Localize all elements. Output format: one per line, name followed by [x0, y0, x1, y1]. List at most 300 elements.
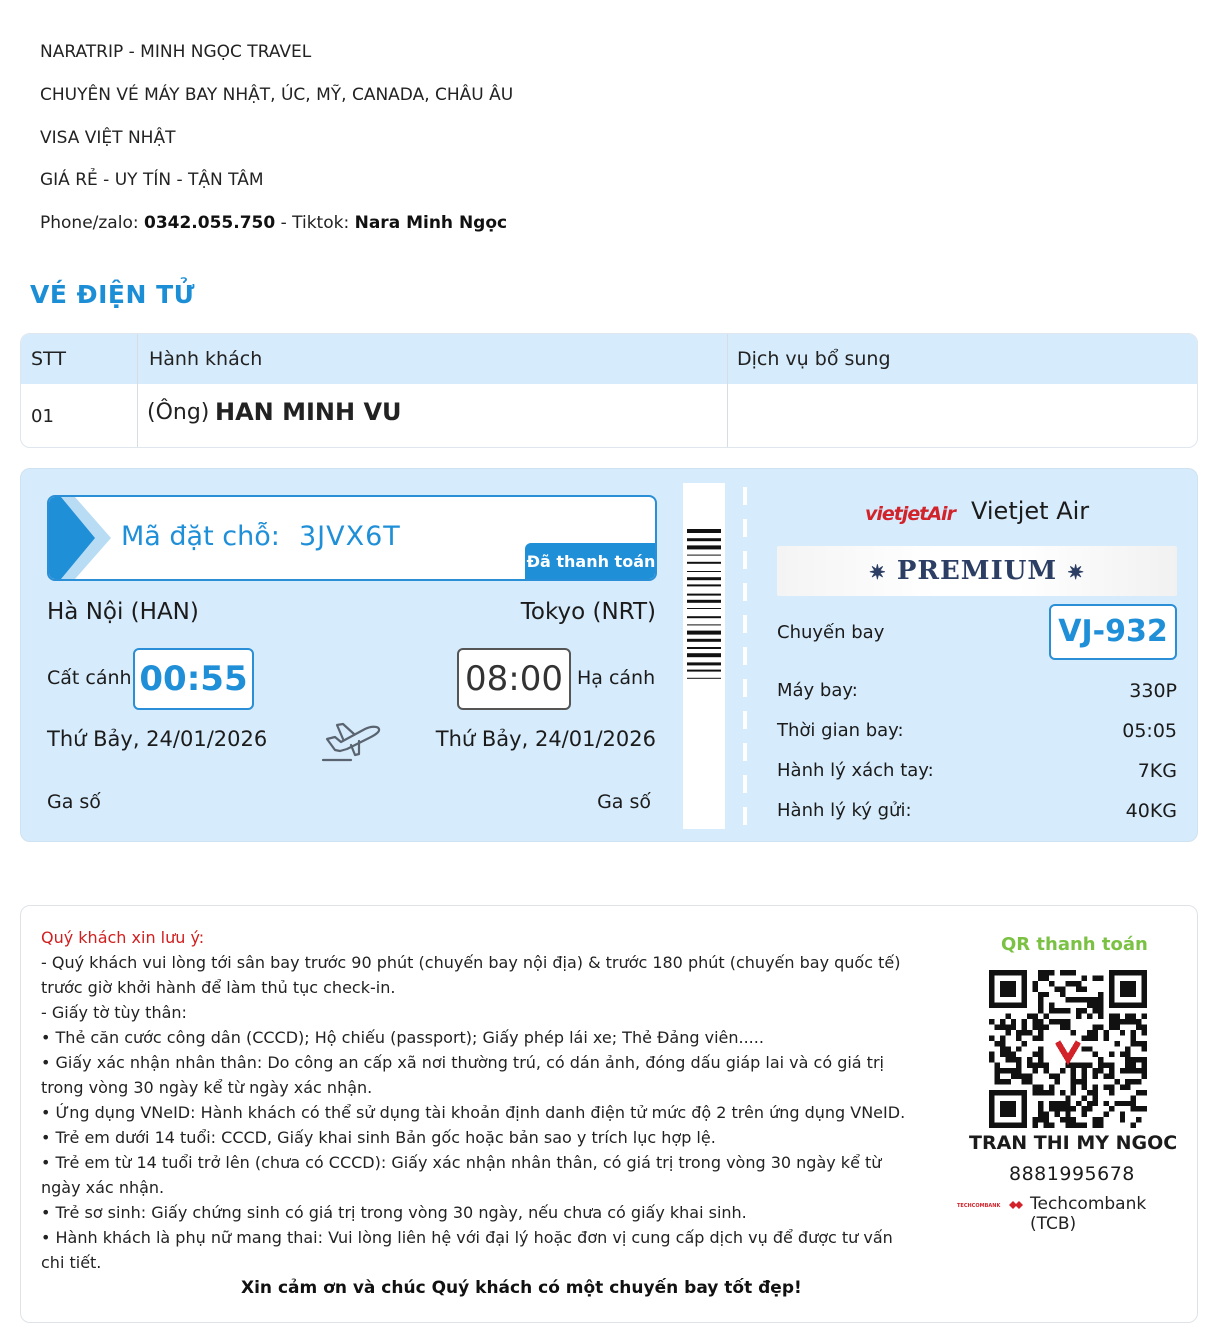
tiktok-handle[interactable]: Nara Minh Ngọc — [354, 213, 508, 233]
qr-module — [1082, 997, 1087, 1002]
qr-module — [1022, 1030, 1027, 1035]
qr-module — [994, 1041, 999, 1046]
qr-module — [1060, 970, 1065, 975]
arrival-time: 08:00 — [457, 648, 571, 710]
duration-label: Thời gian bay: — [777, 720, 904, 741]
qr-module — [994, 1024, 999, 1029]
qr-module — [1011, 1052, 1016, 1057]
svg-text:vietjetAir: vietjetAir — [865, 503, 955, 525]
qr-module — [1038, 1019, 1043, 1024]
qr-module — [1120, 1019, 1125, 1024]
qr-module — [1027, 1063, 1032, 1068]
qr-module — [1109, 1052, 1114, 1057]
thank-you-message: Xin cảm ơn và chúc Quý khách có một chuyến bay tốt đẹp! — [241, 1278, 802, 1298]
qr-module — [994, 1074, 999, 1079]
qr-module — [1109, 1074, 1114, 1079]
qr-module — [1043, 1014, 1048, 1019]
qr-module — [1071, 1063, 1076, 1068]
qr-module — [1038, 1106, 1043, 1111]
svg-text:TECHCOMBANK: TECHCOMBANK — [957, 1203, 1001, 1209]
qr-module — [1011, 1057, 1016, 1062]
departure-terminal-label: Ga số — [47, 791, 101, 813]
qr-module — [1000, 1079, 1005, 1084]
qr-module — [1120, 1112, 1125, 1117]
qr-module — [1136, 1041, 1141, 1046]
qr-module — [1038, 1003, 1043, 1008]
qr-module — [1109, 1024, 1114, 1029]
qr-module — [1114, 1014, 1119, 1019]
arrival-label: Hạ cánh — [577, 667, 656, 689]
qr-module — [1142, 1074, 1147, 1079]
qr-module — [1136, 1019, 1141, 1024]
qr-module — [1071, 970, 1076, 975]
checked-baggage-value: 40KG — [1125, 800, 1177, 822]
notes-line: • Trẻ em từ 14 tuổi trở lên (chưa có CCCD): Giấy xác nhận nhân thân, có giá trị trong vòng 30 ngày kể từ — [41, 1153, 882, 1172]
qr-module — [1005, 1024, 1010, 1029]
qr-module — [1005, 1046, 1010, 1051]
ticket-perforation — [743, 487, 747, 827]
qr-module — [1033, 986, 1038, 991]
qr-module — [1065, 1101, 1070, 1106]
qr-module — [1114, 1019, 1119, 1024]
qr-module — [1142, 1106, 1147, 1111]
qr-module — [1093, 1090, 1098, 1095]
qr-module — [1142, 1068, 1147, 1073]
payment-status-badge: Đã thanh toán — [525, 543, 657, 581]
barcode-bar — [687, 653, 721, 657]
qr-module — [994, 1068, 999, 1073]
qr-module — [1043, 992, 1048, 997]
barcode-bar — [687, 639, 721, 642]
booking-code-label: Mã đặt chỗ: — [121, 521, 280, 552]
qr-module — [1082, 1063, 1087, 1068]
qr-module — [1109, 1084, 1114, 1089]
qr-module — [1131, 1079, 1136, 1084]
qr-module — [1054, 986, 1059, 991]
qr-module — [1043, 975, 1048, 980]
qr-module — [1120, 981, 1136, 997]
qr-module — [1000, 1046, 1005, 1051]
qr-module — [1093, 1030, 1098, 1035]
qr-module — [1098, 1024, 1103, 1029]
agency-name: NARATRIP - MINH NGỌC TRAVEL — [40, 42, 312, 62]
qr-module — [1136, 1090, 1141, 1095]
qr-module — [1000, 1052, 1005, 1057]
qr-module — [1120, 1101, 1125, 1106]
qr-module — [1082, 1084, 1087, 1089]
aircraft-label: Máy bay: — [777, 680, 858, 701]
qr-module — [1098, 1123, 1103, 1128]
qr-module — [1093, 1003, 1098, 1008]
barcode-bar — [687, 624, 721, 625]
notes-line: trước giờ khởi hành để làm thủ tục check-in. — [41, 978, 396, 997]
qr-module — [1054, 1074, 1059, 1079]
qr-module — [1038, 992, 1043, 997]
qr-title: QR thanh toán — [1001, 934, 1148, 955]
passenger-stt: 01 — [31, 406, 54, 427]
qr-module — [1131, 1106, 1136, 1111]
qr-module — [1060, 1024, 1065, 1029]
qr-module — [1060, 1019, 1065, 1024]
barcode-bar — [687, 670, 721, 672]
qr-module — [1093, 1123, 1098, 1128]
qr-module — [1038, 1090, 1043, 1095]
qr-module — [1082, 1035, 1087, 1040]
qr-module — [1060, 1101, 1065, 1106]
qr-module — [1043, 1024, 1048, 1029]
qr-module — [1093, 1084, 1098, 1089]
qr-module — [1142, 1014, 1147, 1019]
qr-module — [1065, 1024, 1070, 1029]
qr-module — [1071, 1084, 1076, 1089]
qr-module — [1125, 1079, 1130, 1084]
barcode-bar — [687, 647, 721, 649]
qr-module — [1049, 1123, 1054, 1128]
qr-module — [1082, 1074, 1087, 1079]
qr-module — [1071, 1117, 1076, 1122]
qr-module — [989, 1019, 994, 1024]
qr-module — [1125, 1084, 1130, 1089]
barcode-bar — [687, 555, 721, 556]
qr-module — [1033, 1052, 1038, 1057]
qr-module — [1125, 1046, 1130, 1051]
qr-module — [1093, 1035, 1098, 1040]
qr-module — [1082, 1068, 1087, 1073]
notes-line: ngày xác nhận. — [41, 1178, 165, 1197]
notes-line: - Quý khách vui lòng tới sân bay trước 90 phút (chuyến bay nội địa) & trước 180 phút (chuyến bay quốc tế) — [41, 953, 901, 972]
qr-module — [989, 1057, 994, 1062]
barcode-bar — [687, 577, 721, 580]
qr-module — [1114, 1024, 1119, 1029]
account-name: TRAN THI MY NGOC — [969, 1132, 1178, 1154]
qr-module — [1000, 1019, 1005, 1024]
qr-module — [1016, 1057, 1021, 1062]
qr-module — [1000, 981, 1016, 997]
qr-module — [1011, 1019, 1016, 1024]
qr-module — [1016, 1074, 1021, 1079]
qr-module — [1065, 1112, 1070, 1117]
checked-baggage-label: Hành lý ký gửi: — [777, 800, 912, 821]
qr-module — [1120, 1030, 1125, 1035]
qr-module — [1098, 1008, 1103, 1013]
qr-module — [1033, 1024, 1038, 1029]
qr-module — [1065, 1019, 1070, 1024]
qr-module — [1093, 997, 1098, 1002]
qr-module — [1016, 1035, 1021, 1040]
qr-module — [1103, 1030, 1108, 1035]
qr-module — [1103, 1074, 1108, 1079]
qr-module — [1093, 1117, 1098, 1122]
phone-number[interactable]: 0342.055.750 — [143, 213, 276, 233]
qr-module — [1142, 1030, 1147, 1035]
barcode-icon — [687, 529, 721, 783]
qr-module — [1049, 1008, 1054, 1013]
qr-module — [1098, 1117, 1103, 1122]
qr-module — [1087, 1090, 1092, 1095]
qr-module — [1071, 1106, 1076, 1111]
qr-module — [1093, 1068, 1098, 1073]
qr-module — [1060, 1090, 1065, 1095]
qr-module — [1000, 1041, 1005, 1046]
qr-module — [1142, 1057, 1147, 1062]
passenger-title: (Ông) — [147, 400, 210, 425]
carry-on-label: Hành lý xách tay: — [777, 760, 934, 781]
qr-module — [1125, 1068, 1130, 1073]
eticket-title: VÉ ĐIỆN TỬ — [30, 280, 196, 309]
qr-module — [1131, 1095, 1136, 1100]
qr-module — [1136, 1117, 1141, 1122]
qr-module — [1060, 1068, 1065, 1073]
qr-module — [1038, 1035, 1043, 1040]
qr-module — [1054, 1106, 1059, 1111]
qr-module — [1082, 975, 1087, 980]
qr-module — [1131, 1057, 1136, 1062]
qr-module — [1087, 1035, 1092, 1040]
qr-module — [1016, 1030, 1021, 1035]
notes-line: • Thẻ căn cước công dân (CCCD); Hộ chiếu (passport); Giấy phép lái xe; Thẻ Đảng viên..... — [41, 1028, 764, 1047]
departure-time: 00:55 — [133, 648, 254, 710]
qr-module — [1125, 1057, 1130, 1062]
qr-module — [1038, 1117, 1043, 1122]
qr-module — [1049, 1090, 1054, 1095]
qr-module — [1011, 1074, 1016, 1079]
qr-module — [1109, 1019, 1114, 1024]
qr-module — [1065, 981, 1070, 986]
qr-module — [1022, 1019, 1027, 1024]
qr-module — [1142, 1024, 1147, 1029]
qr-module — [1049, 981, 1054, 986]
barcode-bar — [687, 571, 721, 572]
qr-module — [1071, 1079, 1076, 1084]
qr-module — [1027, 1079, 1032, 1084]
qr-module — [1065, 970, 1070, 975]
qr-module — [1065, 1008, 1070, 1013]
bank-name: Techcombank (TCB) — [1030, 1194, 1147, 1234]
qr-module — [1087, 997, 1092, 1002]
qr-module — [1065, 1106, 1070, 1111]
qr-module — [1082, 1106, 1087, 1111]
qr-module — [1033, 981, 1038, 986]
qr-module — [1060, 1117, 1065, 1122]
qr-module — [1005, 1079, 1010, 1084]
qr-module — [1065, 1123, 1070, 1128]
qr-module — [1033, 1123, 1038, 1128]
qr-module — [1022, 1074, 1027, 1079]
barcode-bar — [687, 529, 721, 533]
techcombank-logo-icon — [957, 1199, 1023, 1211]
qr-module — [1049, 970, 1054, 975]
barcode-bar — [687, 538, 721, 541]
qr-module — [1065, 1095, 1070, 1100]
qr-module — [1131, 1035, 1136, 1040]
qr-module — [1016, 1068, 1021, 1073]
star-icon: ✷ — [1067, 560, 1086, 584]
notes-line: • Giấy xác nhận nhân thân: Do công an cấp xã nơi thường trú, có dán ảnh, đóng dấu giáp lai và có giá trị — [41, 1053, 884, 1072]
qr-module — [1093, 1074, 1098, 1079]
qr-module — [1038, 1101, 1043, 1106]
qr-module — [1000, 1024, 1005, 1029]
barcode-bar — [687, 562, 721, 564]
fare-class: PREMIUM — [896, 556, 1058, 586]
barcode-bar — [687, 545, 721, 549]
qr-module — [1109, 1014, 1114, 1019]
qr-module — [989, 1052, 994, 1057]
qr-module — [1022, 1079, 1027, 1084]
qr-module — [1033, 1084, 1038, 1089]
qr-module — [1142, 1041, 1147, 1046]
qr-module — [1043, 970, 1048, 975]
phone-label: Phone/zalo: — [40, 213, 144, 233]
qr-module — [1098, 1014, 1103, 1019]
qr-module — [1071, 1090, 1076, 1095]
qr-module — [1114, 1041, 1119, 1046]
qr-module — [1142, 1046, 1147, 1051]
qr-module — [1049, 1074, 1054, 1079]
qr-module — [1033, 1035, 1038, 1040]
qr-module — [1136, 1079, 1141, 1084]
qr-module — [1049, 1019, 1054, 1024]
qr-module — [1076, 981, 1081, 986]
qr-module — [1043, 1112, 1048, 1117]
qr-module — [1071, 1030, 1076, 1035]
qr-module — [1093, 1095, 1098, 1100]
qr-module — [1120, 1117, 1125, 1122]
header-passenger: Hành khách — [149, 348, 263, 370]
qr-module — [1016, 1063, 1021, 1068]
qr-module — [1131, 1068, 1136, 1073]
qr-module — [1011, 1024, 1016, 1029]
qr-module — [1071, 997, 1076, 1002]
qr-module — [1093, 1024, 1098, 1029]
qr-module — [1109, 1106, 1114, 1111]
qr-module — [1098, 1063, 1103, 1068]
barcode-bar — [687, 584, 721, 586]
qr-module — [1033, 1068, 1038, 1073]
qr-module — [1071, 981, 1076, 986]
qr-module — [1038, 1057, 1043, 1062]
tiktok-label: - Tiktok: — [275, 213, 355, 233]
agency-contact — [40, 213, 507, 233]
qr-module — [1054, 1019, 1059, 1024]
qr-module — [1109, 1068, 1114, 1073]
qr-module — [1038, 1112, 1043, 1117]
account-number: 8881995678 — [1009, 1163, 1135, 1185]
passenger-table — [20, 333, 1198, 448]
notes-line: - Giấy tờ tùy thân: — [41, 1003, 187, 1022]
qr-module — [1000, 1035, 1005, 1040]
barcode-bar — [687, 600, 721, 603]
qr-module — [1054, 1101, 1059, 1106]
qr-module — [1038, 975, 1043, 980]
qr-module — [1038, 970, 1043, 975]
qr-module — [1131, 1101, 1136, 1106]
barcode-bar — [687, 662, 721, 665]
qr-module — [1136, 1024, 1141, 1029]
qr-module — [1027, 1014, 1032, 1019]
header-stt: STT — [31, 348, 66, 370]
qr-module — [1076, 986, 1081, 991]
airline-name: Vietjet Air — [971, 497, 1090, 525]
qr-module — [1120, 1084, 1125, 1089]
qr-module — [1076, 1008, 1081, 1013]
duration-value: 05:05 — [1122, 720, 1177, 742]
column-divider — [727, 334, 728, 448]
arrival-date: Thứ Bảy, 24/01/2026 — [435, 727, 656, 751]
qr-module — [1054, 1008, 1059, 1013]
qr-module — [989, 1035, 994, 1040]
qr-module — [1103, 1101, 1108, 1106]
qr-module — [1103, 1035, 1108, 1040]
barcode-bar — [687, 608, 721, 609]
qr-module — [1038, 1063, 1043, 1068]
qr-module — [1043, 1063, 1048, 1068]
departure-date: Thứ Bảy, 24/01/2026 — [47, 727, 268, 751]
qr-module — [1103, 1063, 1108, 1068]
qr-module — [1093, 1101, 1098, 1106]
carry-on-value: 7KG — [1137, 760, 1177, 782]
qr-module — [1060, 1106, 1065, 1111]
qr-module — [994, 1063, 999, 1068]
qr-module — [1093, 1052, 1098, 1057]
qr-module — [1033, 1019, 1038, 1024]
qr-module — [1087, 1003, 1092, 1008]
vietjet-logo-icon — [865, 498, 959, 528]
qr-module — [1071, 1068, 1076, 1073]
qr-module — [1136, 1068, 1141, 1073]
qr-module — [1087, 1014, 1092, 1019]
qr-module — [1027, 1074, 1032, 1079]
qr-module — [1065, 1117, 1070, 1122]
notes-line: chi tiết. — [41, 1253, 102, 1272]
booking-code: 3JVX6T — [299, 521, 401, 552]
agency-specialty: CHUYÊN VÉ MÁY BAY NHẬT, ÚC, MỸ, CANADA, CHÂU ÂU — [40, 85, 514, 105]
qr-module — [1082, 1095, 1087, 1100]
agency-slogan: GIÁ RẺ - UY TÍN - TẬN TÂM — [40, 170, 264, 190]
qr-module — [1000, 1101, 1016, 1117]
qr-module — [1082, 1008, 1087, 1013]
qr-module — [994, 1079, 999, 1084]
qr-module — [1033, 1090, 1038, 1095]
qr-module — [1131, 1019, 1136, 1024]
barcode-bar — [687, 631, 721, 635]
qr-module — [1120, 1052, 1125, 1057]
qr-module — [1054, 1112, 1059, 1117]
qr-module — [1125, 1052, 1130, 1057]
qr-module — [1142, 1063, 1147, 1068]
qr-module — [1103, 1084, 1108, 1089]
qr-module — [1071, 1123, 1076, 1128]
notes-line: • Trẻ sơ sinh: Giấy chứng sinh có giá trị trong vòng 30 ngày, nếu chưa có giấy khai sinh. — [41, 1203, 747, 1222]
agency-visa: VISA VIỆT NHẬT — [40, 128, 176, 148]
qr-module — [1043, 1090, 1048, 1095]
qr-module — [1038, 1024, 1043, 1029]
qr-module — [1038, 1084, 1043, 1089]
aircraft-value: 330P — [1129, 680, 1177, 702]
qr-module — [1131, 1030, 1136, 1035]
qr-module — [1027, 1057, 1032, 1062]
qr-module — [1098, 1003, 1103, 1008]
barcode-bar — [687, 616, 721, 618]
qr-module — [1082, 1079, 1087, 1084]
qr-module — [1098, 1068, 1103, 1073]
qr-code-icon[interactable] — [989, 970, 1147, 1128]
qr-module — [1022, 1041, 1027, 1046]
qr-module — [1103, 1112, 1108, 1117]
header-services: Dịch vụ bổ sung — [737, 348, 891, 370]
qr-module — [1060, 1008, 1065, 1013]
qr-module — [1065, 997, 1070, 1002]
qr-module — [1049, 1106, 1054, 1111]
